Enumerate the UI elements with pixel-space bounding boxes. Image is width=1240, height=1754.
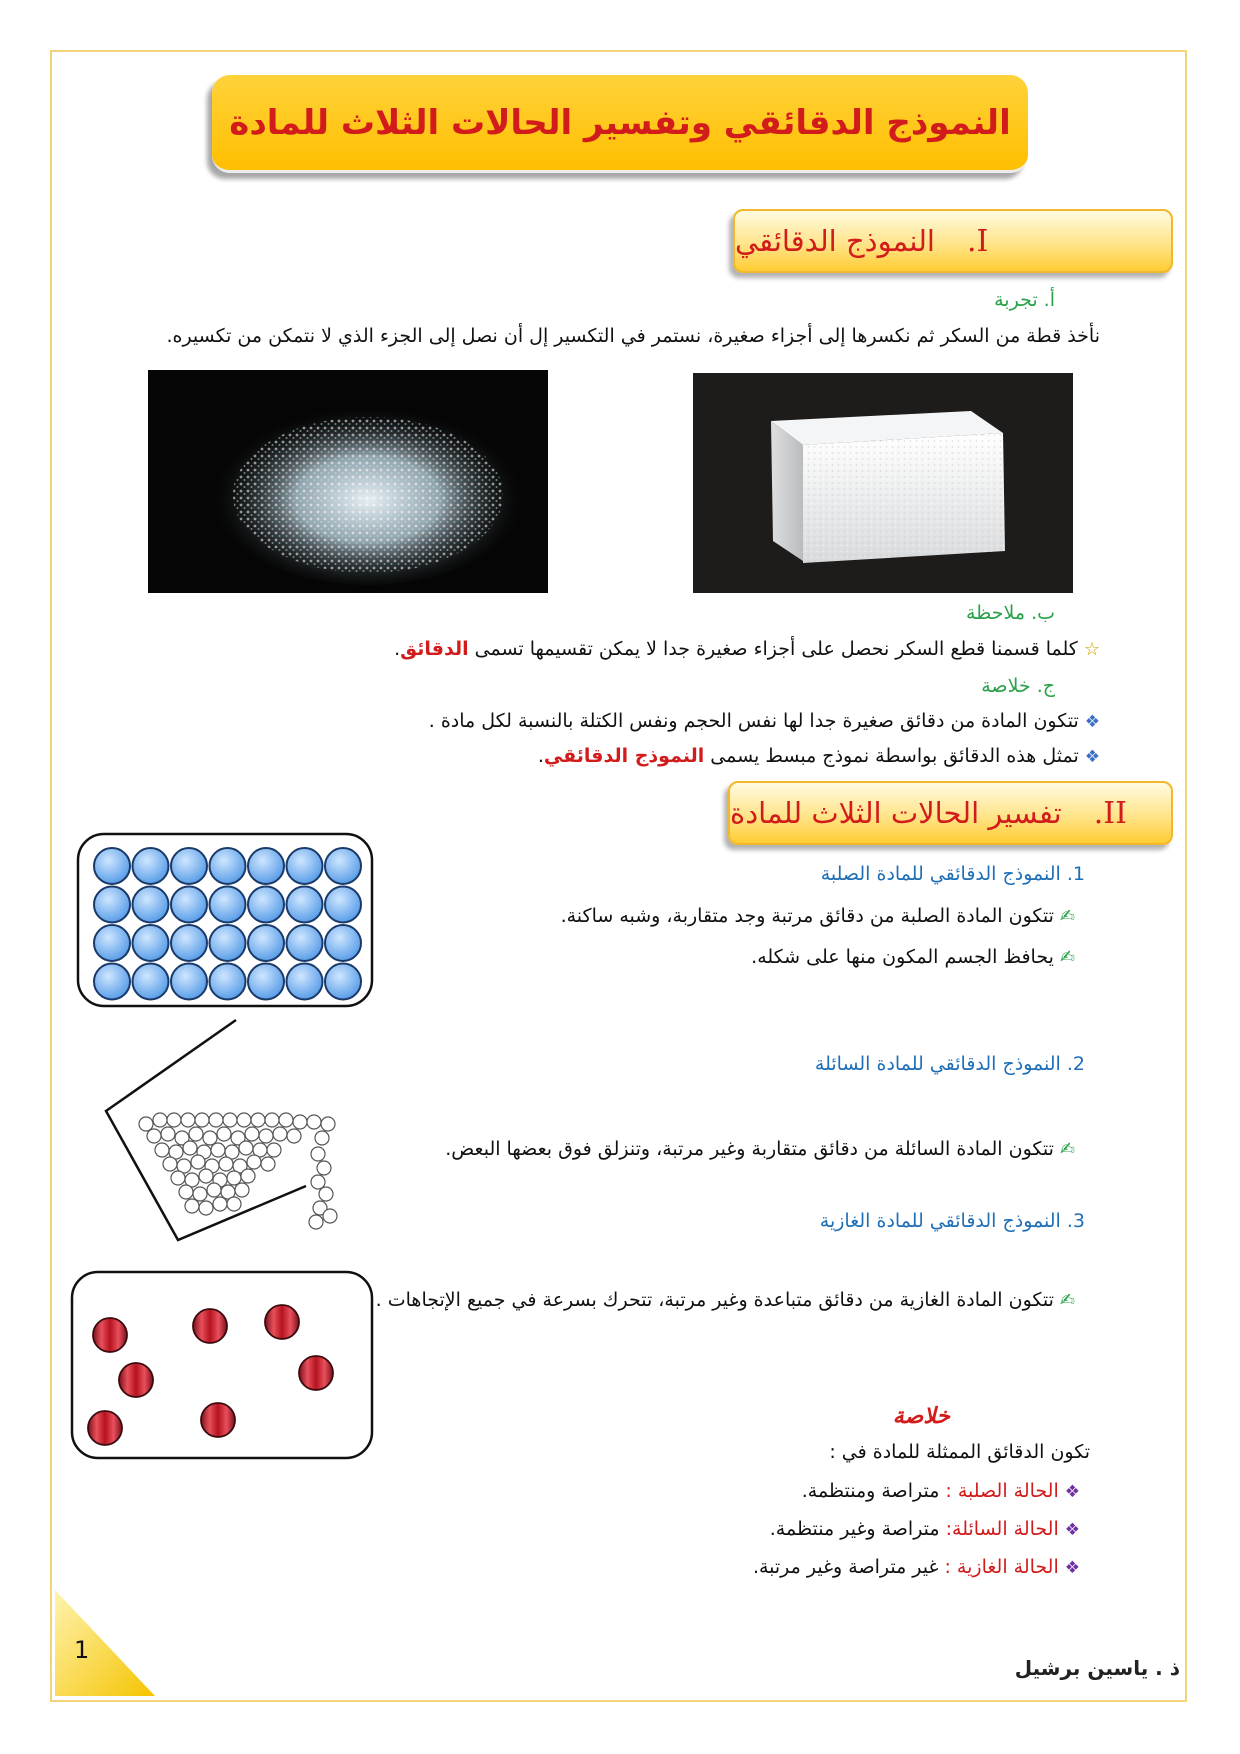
pencil-icon: ✍ [1059, 947, 1075, 968]
liquid-particle [287, 1129, 301, 1143]
liquid-particle [239, 1141, 253, 1155]
solid-particle [94, 964, 130, 1000]
liquid-particle [223, 1113, 237, 1127]
liquid-particle [155, 1143, 169, 1157]
solid-particle [133, 964, 169, 1000]
pencil-icon: ✍ [1059, 906, 1075, 927]
solid-particle [133, 848, 169, 884]
liquid-model-diagram [100, 1016, 370, 1246]
liquid-particle [203, 1131, 217, 1145]
liquid-particle [147, 1129, 161, 1143]
liquid-particle [207, 1183, 221, 1197]
liquid-particle [191, 1155, 205, 1169]
liquid-particle [153, 1113, 167, 1127]
liquid-particle [183, 1141, 197, 1155]
summary-desc-solid: متراصة ومنتظمة. [801, 1480, 946, 1502]
section2-banner [728, 781, 1173, 845]
liquid-particle [323, 1209, 337, 1223]
gas-line-1 [376, 1289, 1075, 1311]
diamond-icon: ❖ [1064, 1520, 1080, 1540]
page-number: 1 [74, 1636, 90, 1664]
solid-line-1 [561, 905, 1075, 927]
solid-particle [210, 925, 246, 961]
star-icon: ☆ [1083, 639, 1100, 660]
liquid-particle [311, 1147, 325, 1161]
title-banner [212, 75, 1028, 173]
liquid-particle [161, 1127, 175, 1141]
liquid-particle [273, 1127, 287, 1141]
liquid-particle [319, 1187, 333, 1201]
liquid-particle [241, 1169, 255, 1183]
liquid-particle [265, 1113, 279, 1127]
solid-particle [133, 925, 169, 961]
observation-text: كلما قسمنا قطع السكر نحصل على أجزاء صغيرة جدا لا يمكن تقسيمها تسمى [468, 638, 1078, 660]
liquid-particle [171, 1171, 185, 1185]
liquid-particle [247, 1155, 261, 1169]
solid-text-2: يحافظ الجسم المكون منها على شكله. [751, 946, 1054, 968]
gas-particle [265, 1305, 299, 1339]
liquid-particle [195, 1113, 209, 1127]
section1-banner [733, 209, 1173, 273]
diamond-icon: ❖ [1084, 747, 1100, 767]
liquid-particle [211, 1143, 225, 1157]
liquid-particle [185, 1199, 199, 1213]
liquid-particle [251, 1113, 265, 1127]
summary-heading: خلاصة [892, 1404, 950, 1429]
solid-particle [210, 964, 246, 1000]
liquid-particle [311, 1175, 325, 1189]
solid-line-2 [751, 946, 1075, 968]
sugar-grains-image [148, 370, 548, 593]
solid-particle [248, 848, 284, 884]
liquid-particle [235, 1183, 249, 1197]
author-name: ذ . ياسين برشيل [1014, 1656, 1180, 1680]
observation-end: . [394, 638, 401, 660]
summary-state-gas: الحالة الغازية : [944, 1556, 1059, 1578]
diamond-icon: ❖ [1064, 1482, 1080, 1502]
section1-number: I. [966, 223, 989, 259]
summary-state-liquid: الحالة السائلة: [945, 1518, 1059, 1540]
liquid-particle [267, 1143, 281, 1157]
liquid-particle [213, 1197, 227, 1211]
gas-model-diagram [70, 1270, 374, 1460]
sugar-grains-photo [148, 370, 548, 593]
solid-particle [287, 925, 323, 961]
liquid-particle [181, 1113, 195, 1127]
gas-particle [193, 1309, 227, 1343]
solid-particle [94, 848, 130, 884]
sugar-cube-image [693, 373, 1073, 593]
pencil-icon: ✍ [1059, 1139, 1075, 1160]
gas-particle [299, 1356, 333, 1390]
section1-label: النموذج الدقائقي [735, 224, 935, 258]
solid-particle [248, 925, 284, 961]
liquid-particle [217, 1127, 231, 1141]
section2-label: تفسير الحالات الثلاث للمادة [730, 796, 1062, 830]
diamond-icon: ❖ [1064, 1558, 1080, 1578]
liquid-particle [237, 1113, 251, 1127]
conclusion-text-2: تمثل هذه الدقائق بواسطة نموذج مبسط يسمى [704, 745, 1079, 767]
solid-particle [94, 925, 130, 961]
solid-text-1: تتكون المادة الصلبة من دقائق مرتبة وجد متقاربة، وشبه ساكنة. [560, 905, 1054, 927]
pencil-icon: ✍ [1059, 1290, 1075, 1311]
experiment-heading: أ. تجربة [994, 289, 1055, 311]
gas-particle [93, 1318, 127, 1352]
summary-item-liquid [770, 1518, 1080, 1540]
conclusion-heading: ج. خلاصة [981, 675, 1055, 697]
gas-particle [201, 1403, 235, 1437]
solid-particle [171, 848, 207, 884]
observation-keyword: الدقائق [400, 638, 469, 660]
liquid-line-1 [445, 1138, 1075, 1160]
solid-particle [325, 964, 361, 1000]
solid-particle [94, 887, 130, 923]
liquid-particle [219, 1157, 233, 1171]
liquid-particle [315, 1131, 329, 1145]
summary-item-solid [802, 1480, 1080, 1502]
liquid-particle [245, 1127, 259, 1141]
summary-desc-liquid: متراصة وغير منتظمة. [769, 1518, 946, 1540]
summary-state-solid: الحالة الصلبة : [945, 1480, 1059, 1502]
liquid-particle [279, 1113, 293, 1127]
sugar-cube-photo [693, 373, 1073, 593]
liquid-particle [167, 1113, 181, 1127]
solid-particle [171, 964, 207, 1000]
gas-particle [88, 1411, 122, 1445]
experiment-text: نأخذ قطة من السكر ثم نكسرها إلى أجزاء صغيرة، نستمر في التكسير إل أن نصل إلى الجزء الذي لا نتمكن من تكسيره. [166, 325, 1100, 347]
summary-intro: تكون الدقائق الممثلة للمادة في : [829, 1441, 1090, 1463]
solid-particle [325, 925, 361, 961]
liquid-particle [179, 1185, 193, 1199]
solid-particle [133, 887, 169, 923]
solid-particle [171, 887, 207, 923]
solid-model-diagram [76, 832, 376, 1010]
solid-heading: 1. النموذج الدقائقي للمادة الصلبة [820, 863, 1085, 885]
liquid-particle [261, 1157, 275, 1171]
liquid-particle [309, 1215, 323, 1229]
liquid-particle [139, 1117, 153, 1131]
liquid-particle [227, 1171, 241, 1185]
conclusion-text-1: تتكون المادة من دقائق صغيرة جدا لها نفس الحجم ونفس الكتلة بالنسبة لكل مادة . [428, 710, 1079, 732]
gas-text-1: تتكون المادة الغازية من دقائق متباعدة وغير مرتبة، تتحرك بسرعة في جميع الإتجاهات . [375, 1289, 1054, 1311]
liquid-particles [139, 1113, 337, 1229]
solid-particle [325, 848, 361, 884]
liquid-particle [199, 1169, 213, 1183]
liquid-particle [163, 1157, 177, 1171]
liquid-particle [209, 1113, 223, 1127]
liquid-particle [193, 1187, 207, 1201]
solid-particle [210, 848, 246, 884]
solid-particle [248, 887, 284, 923]
solid-particle [287, 887, 323, 923]
gas-particle [119, 1363, 153, 1397]
liquid-particle [321, 1117, 335, 1131]
conclusion-end: . [537, 745, 544, 767]
summary-item-gas [753, 1556, 1080, 1578]
solid-particle [287, 848, 323, 884]
solid-particle [248, 964, 284, 1000]
liquid-text-1: تتكون المادة السائلة من دقائق متقاربة وغير مرتبة، وتنزلق فوق بعضها البعض. [445, 1138, 1054, 1160]
solid-particle [287, 964, 323, 1000]
conclusion-line-2 [538, 745, 1100, 767]
liquid-particle [199, 1201, 213, 1215]
summary-desc-gas: غير متراصة وغير مرتبة. [752, 1556, 945, 1578]
solid-particle [171, 925, 207, 961]
solid-particle [325, 887, 361, 923]
observation-line [394, 638, 1100, 660]
liquid-heading: 2. النموذج الدقائقي للمادة السائلة [814, 1053, 1085, 1075]
page-corner-decoration [55, 1590, 155, 1696]
liquid-particle [307, 1115, 321, 1129]
conclusion-keyword: النموذج الدقائقي [543, 745, 705, 767]
gas-heading: 3. النموذج الدقائقي للمادة الغازية [819, 1210, 1085, 1232]
liquid-particle [189, 1127, 203, 1141]
liquid-particle [227, 1197, 241, 1211]
section2-number: II. [1093, 795, 1127, 831]
page-title: النموذج الدقائقي وتفسير الحالات الثلاث للمادة [229, 102, 1011, 143]
liquid-particle [259, 1129, 273, 1143]
liquid-particle [293, 1115, 307, 1129]
solid-particle [210, 887, 246, 923]
liquid-particle [317, 1161, 331, 1175]
diamond-icon: ❖ [1084, 712, 1100, 732]
conclusion-line-1 [429, 710, 1100, 732]
observation-heading: ب. ملاحظة [966, 602, 1055, 624]
